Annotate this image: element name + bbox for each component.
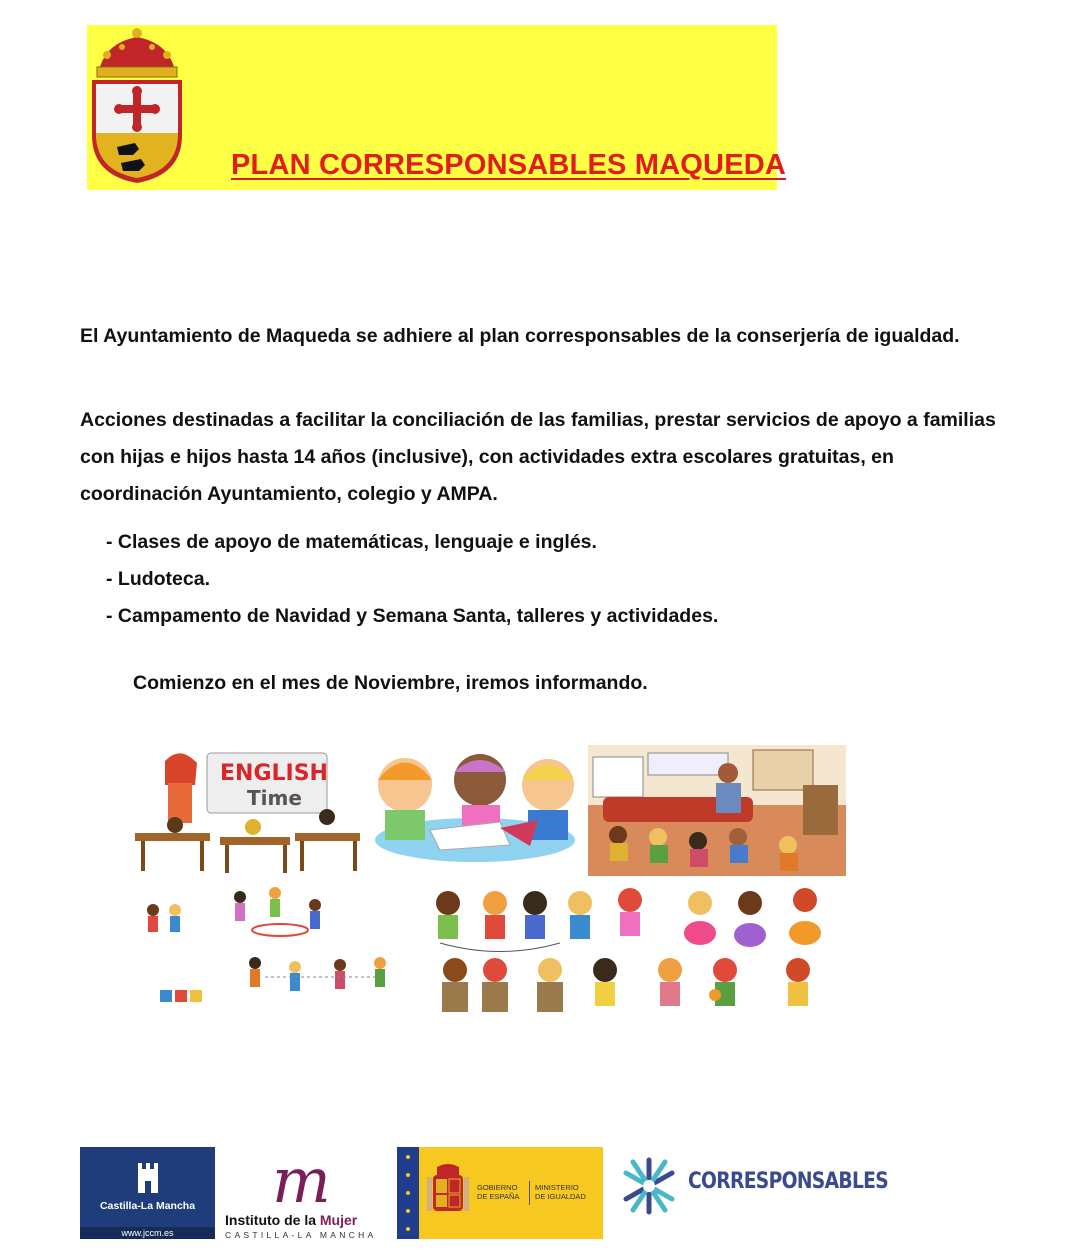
mujer-mark: m [272, 1144, 331, 1217]
corresponsables-logo [617, 1152, 889, 1222]
jccm-label: Castilla-La Mancha [99, 1200, 196, 1212]
kids-drawing-illustration [370, 750, 585, 875]
list-item: - Ludoteca. [106, 568, 211, 590]
kids-games-illustration [420, 885, 840, 1023]
spain-shield-icon [427, 1163, 469, 1223]
activities-list [106, 524, 718, 635]
castilla-la-mancha-logo [80, 1147, 215, 1239]
mujer-region: CASTILLA-LA MANCHA [225, 1230, 377, 1240]
coat-of-arms-logo [87, 25, 187, 190]
actions-paragraph: Acciones destinadas a facilitar la conciliación de las familias, prestar servicios de apoyo a familias con hijas e hijos hasta 14 años (inclusive), con actividades extra escolares gratuitas, en coordinación Ayuntamiento, colegio y AMPA. [80, 409, 996, 505]
header-banner [87, 25, 787, 190]
castle-icon [135, 1159, 161, 1195]
instituto-mujer-logo [222, 1144, 392, 1242]
playroom-illustration [588, 745, 846, 876]
page-title: PLAN CORRESPONSABLES MAQUEDA [231, 149, 787, 181]
gobierno-text: GOBIERNO DE ESPAÑA [477, 1183, 520, 1201]
list-item: - Clases de apoyo de matemáticas, lenguaje e inglés. [106, 531, 597, 553]
list-item: - Campamento de Navidad y Semana Santa, talleres y actividades. [106, 605, 719, 627]
closing-note: Comienzo en el mes de Noviembre, iremos informando. [133, 672, 648, 694]
intro-paragraph: El Ayuntamiento de Maqueda se adhiere al plan corresponsables de la conserjería de igualdad. [80, 325, 960, 347]
corresponsables-text: CORRESPONSABLES [688, 1169, 889, 1194]
ministerio-text: MINISTERIO DE IGUALDAD [535, 1183, 586, 1201]
time-banner-text: Time [247, 786, 302, 810]
snowflake-icon [617, 1154, 681, 1218]
eu-flag-stripe [397, 1147, 419, 1239]
english-class-illustration [135, 745, 365, 875]
gobierno-espana-logo [397, 1147, 603, 1239]
mujer-name: Instituto de la Mujer [225, 1212, 358, 1228]
english-banner-text: ENGLISH [220, 761, 328, 786]
jccm-url: www.jccm.es [80, 1227, 215, 1239]
divider [529, 1181, 530, 1205]
kids-playing-group-illustration [135, 885, 410, 1023]
